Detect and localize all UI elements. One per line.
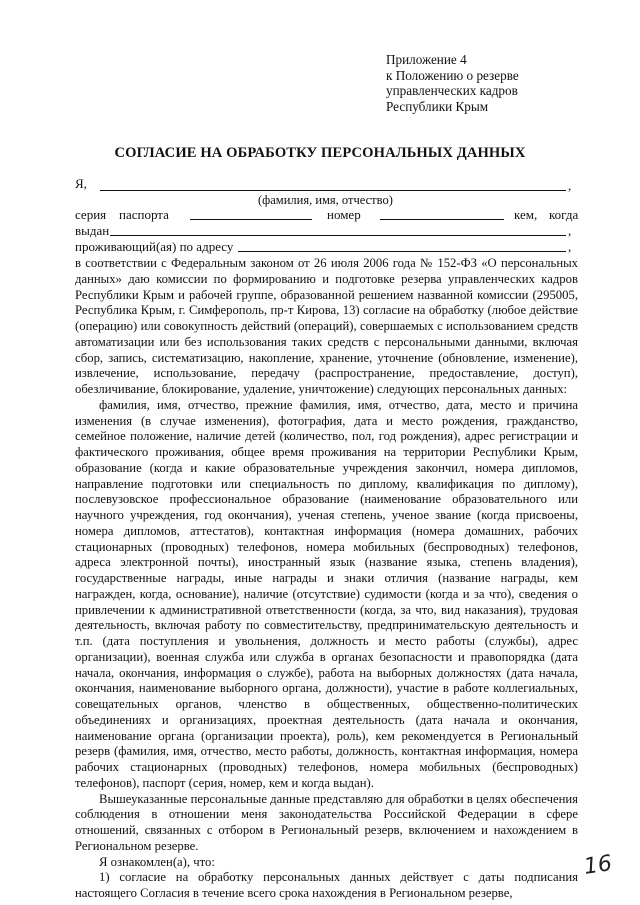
comma: , (568, 223, 572, 238)
passport-label: паспорта (119, 207, 169, 222)
appendix-line: Приложение 4 (386, 52, 467, 67)
fio-field[interactable] (100, 190, 566, 191)
appendix-line: к Положению о резерве (386, 67, 519, 83)
kem-label: кем, (514, 207, 538, 222)
paragraph-purpose: Вышеуказанные персональные данные представляю для обработки в целях обеспечения соблюдения в отношении меня законодательства Российской Федерации в сфере отношений, связанных с отбором в Региональный резерв, включением и нахождением в Региональном резерве. (75, 791, 578, 853)
appendix-line: Республики Крым (386, 98, 489, 114)
number-label: номер (327, 207, 361, 222)
paragraph-data-list: фамилия, имя, отчество, прежние фамилия, имя, отчество, дата, место и причина изменения (в случае изменения), фотография, дата и место рождения, гражданство, семейное положение, наличие детей (количество, пол, год рождения), адрес регистрации и фактического проживания, общее время проживания на территории Республики Крым, образование (когда и какие образовательные учреждения закончил, номера дипломов, направление подготовки или специальность по диплому, квалификация по диплому), послевузовское профессиональное образование (наименование образовательного или научного учреждения, год окончания), ученая степень, ученое звание (когда присвоены, номера дипломов, аттестатов), контактная информация (номера домашних, рабочих стационарных (проводных) телефонов, номера мобильных (беспроводных) телефонов, адреса электронной почты), иностранный язык (название языка, степень владения), государственные награды, иные награды и знаки отличия (название награды, кем награжден, когда, основание), наличие (отсутствие) судимости (когда и за что), сведения о привлечении к административной ответственности (когда, за что, вид наказания), трудовая деятельность, включая работу по совместительству, предпринимательскую деятельность и т.п. (дата поступления и увольнения, должность и место работы (службы), адрес организации), военная служба или служба в органах безопасности и правопорядка (дата начала, окончания, информация о службе), работа на выборных должностях (дата начала, окончания, наименование выборного органа, должности), участие в работе коллегиальных, совещательных органов, членство в общественных, общественно-политических объединениях и организациях, проектная деятельность (дата начала и окончания, наименование органа (организации проекта), роль), кем рекомендуется в Региональный резерв (фамилия, имя, отчество, место работы, должность, контактная информация, номера рабочих стационарных (проводных) телефонов, номера мобильных (беспроводных) телефонов), паспорт (серия, номер, кем и когда выдан). (75, 397, 578, 790)
series-label: серия (75, 207, 107, 222)
document-title: СОГЛАСИЕ НА ОБРАБОТКУ ПЕРСОНАЛЬНЫХ ДАННЫХ (114, 145, 526, 161)
address-field[interactable] (238, 251, 566, 252)
consent-body (75, 256, 578, 902)
handwritten-page-number: 16 (582, 851, 614, 880)
comma: , (568, 178, 572, 193)
comma: , (568, 239, 572, 254)
appendix-line: управленческих кадров (386, 83, 518, 99)
appendix-block (386, 52, 519, 114)
passport-number-field[interactable] (380, 219, 504, 220)
paragraph-acknowledged: Я ознакомлен(а), что: (99, 854, 215, 869)
kogda-label: когда (549, 207, 579, 222)
fio-caption: (фамилия, имя, отчество) (258, 193, 393, 207)
address-label: проживающий(ая) по адресу (75, 239, 234, 254)
paragraph-item-1: 1) согласие на обработку персональных данных действует с даты подписания настоящего Согласия в течение всего срока нахождения в Региональном резерве, (75, 870, 578, 900)
paragraph-intro: в соответствии с Федеральным законом от 26 июля 2006 года № 152-ФЗ «О персональных данных» даю комиссии по формированию и подготовке резерва управленческих кадров Республики Крым и рабочей группе, образованной решением названной комиссии (295005, Республика Крым, г. Симферополь, пр-т Кирова, 13) согласие на обработку (любое действие (операцию) или совокупность действий (операций), совершаемых с использованием средств автоматизации или без использования таких средств с персональными данными, включая сбор, запись, систематизацию, накопление, хранение, уточнение (обновление, изменение), извлечение, использование, передачу (распространение, предоставление, доступ), обезличивание, блокирование, удаление, уничтожение) следующих персональных данных: (75, 256, 578, 396)
vydan-label: выдан (75, 223, 110, 238)
vydan-field[interactable] (110, 235, 566, 236)
passport-series-field[interactable] (190, 219, 312, 220)
ya-label: Я, (75, 176, 87, 191)
